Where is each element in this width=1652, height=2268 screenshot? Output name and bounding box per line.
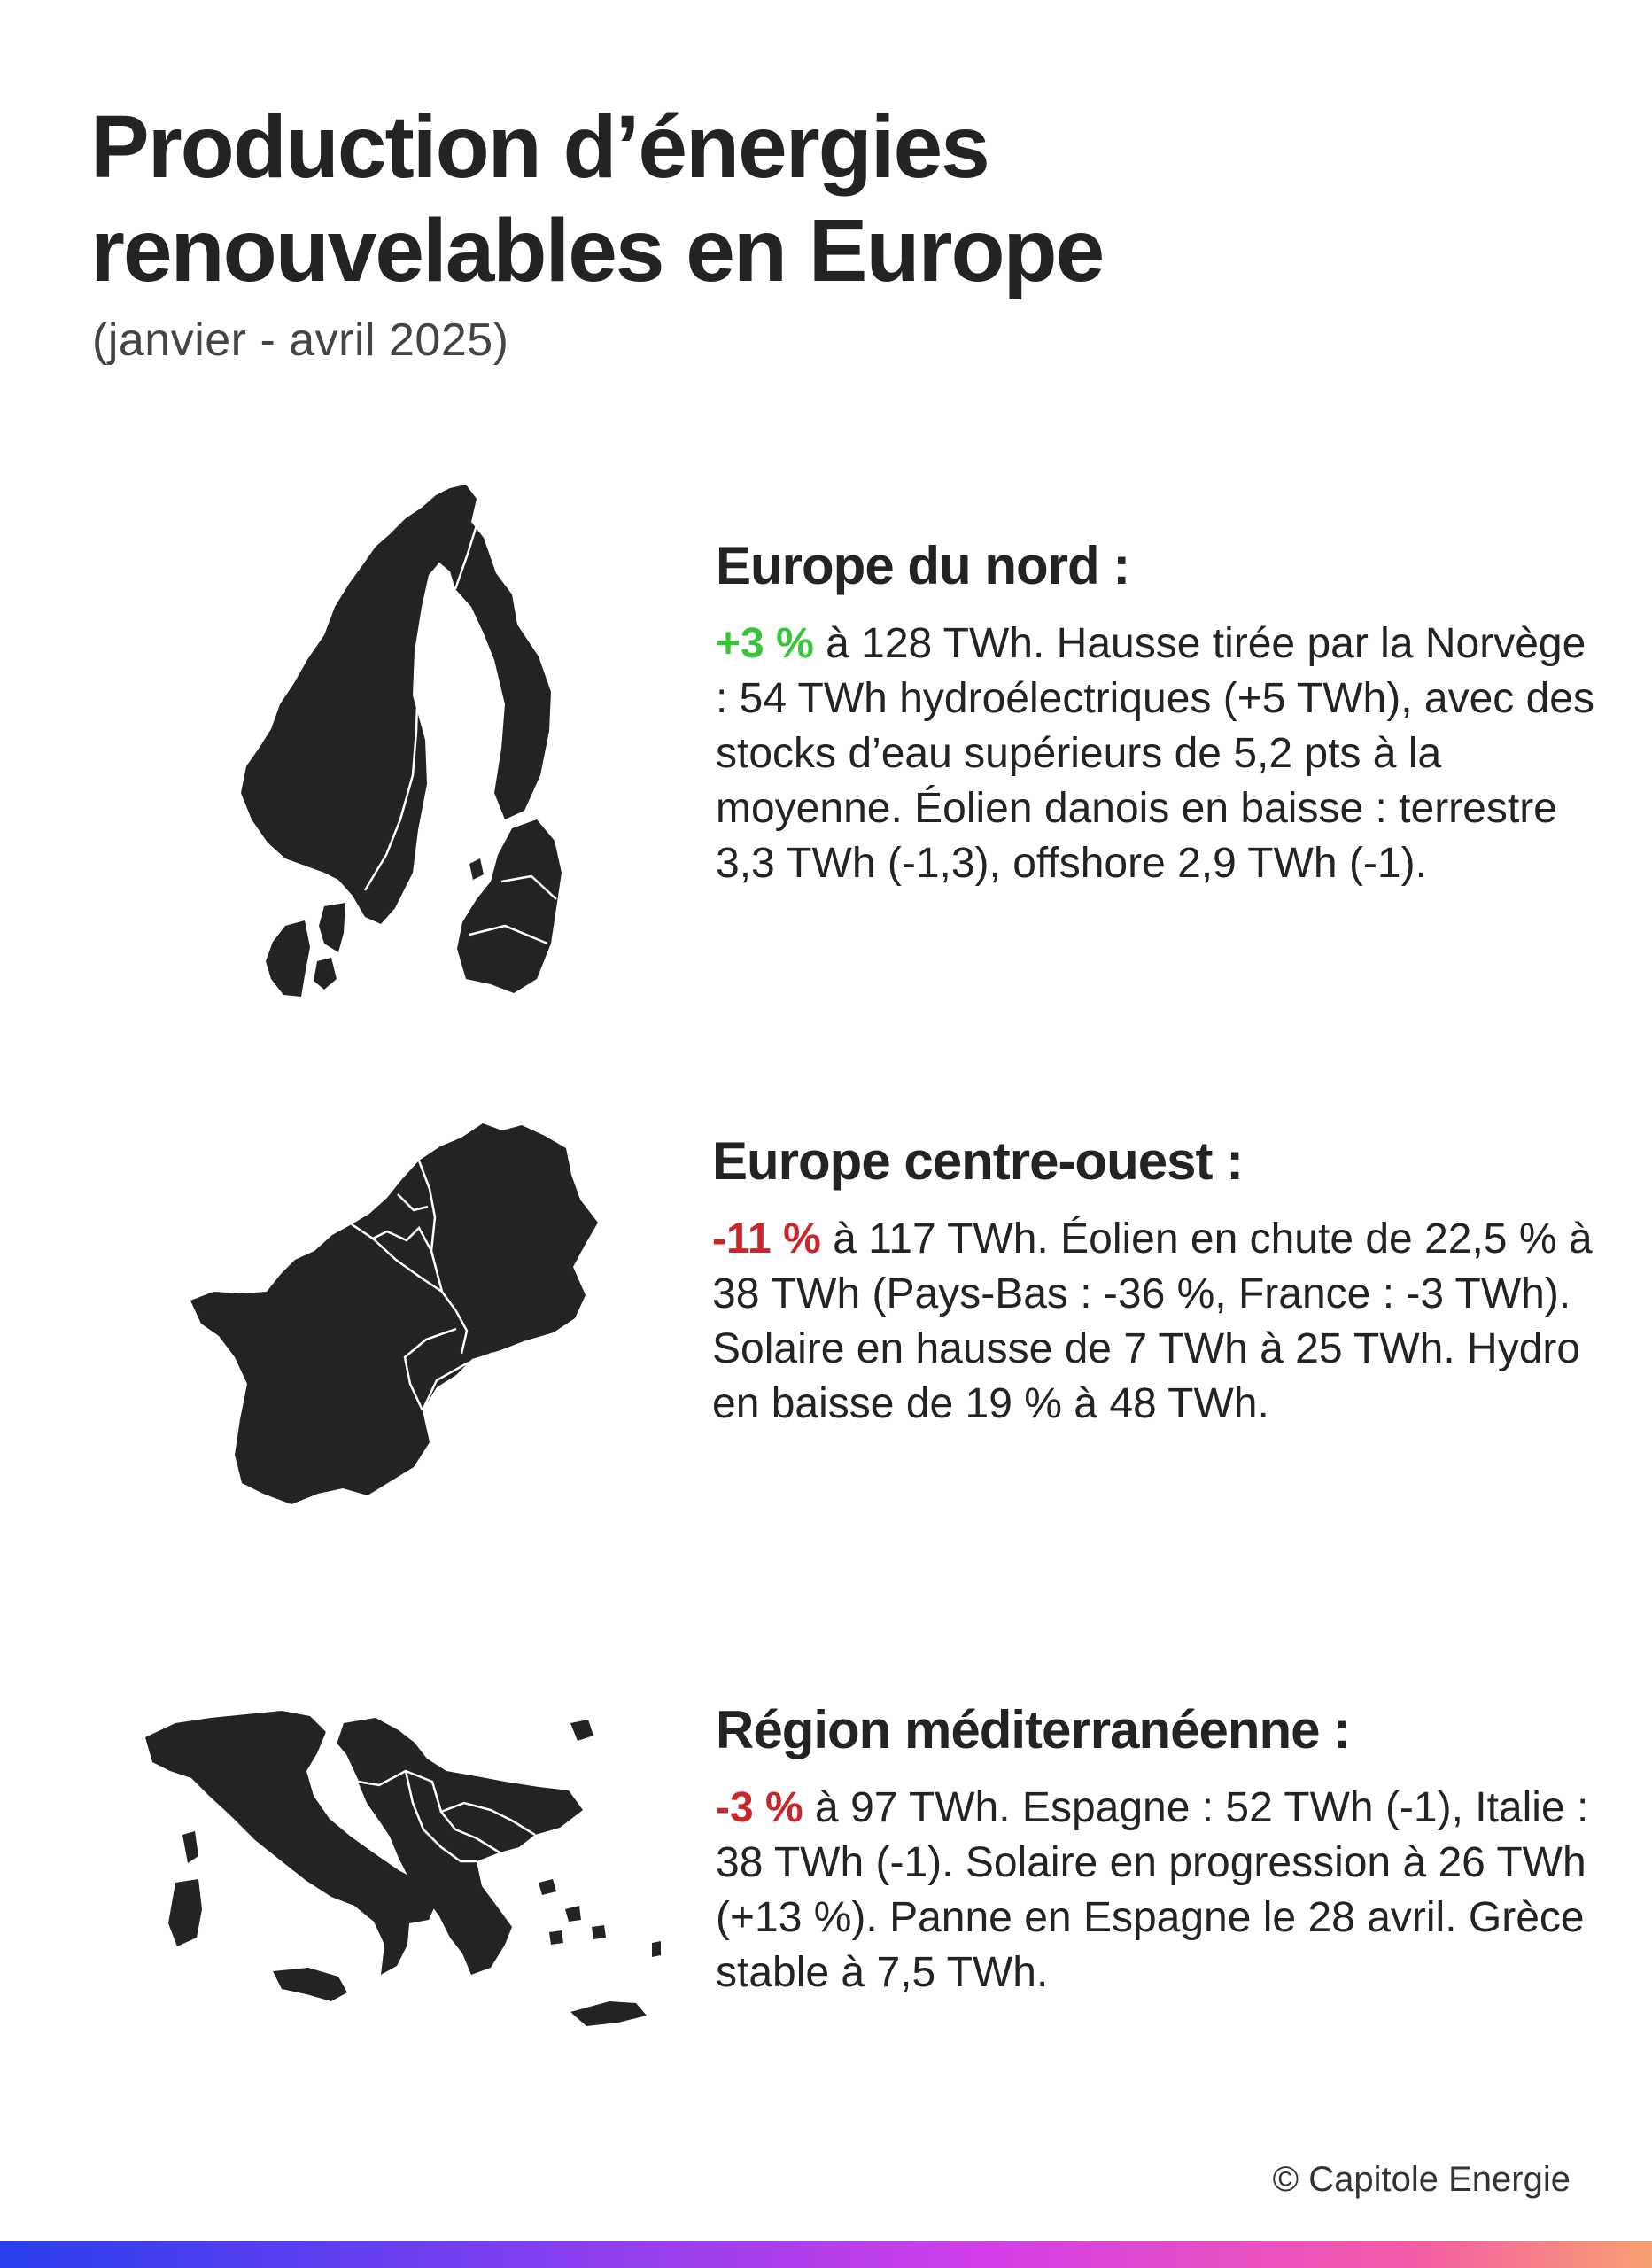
region-title: Europe centre-ouest : [712, 1131, 1244, 1191]
page-title [90, 96, 1419, 303]
gradient-bar [0, 2241, 1652, 2268]
region-title: Europe du nord : [716, 536, 1130, 595]
region-text: à 117 TWh. Éolien en chute de 22,5 % à 38 TWh (Pays-Bas : -36 %, France : -3 TWh). Solaire en hausse de 7 TWh à 25 TWh. Hydro en baisse de 19 % à 48 TWh. [712, 1216, 1593, 1427]
change-badge: -11 % [712, 1216, 821, 1262]
footer-credit: © Capitole Energie [1272, 2160, 1571, 2199]
region-text: à 128 TWh. Hausse tirée par la Norvège : 54 TWh hydroélectriques (+5 TWh), avec des stocks d’eau supérieurs de 5,2 pts à la moyenne. Éolien danois en baisse : terrestre 3,3 TWh (-1,3), offshore 2,9 TWh (-1). [716, 620, 1594, 887]
page-subtitle: (janvier - avril 2025) [92, 315, 509, 366]
west-central-europe-map-icon [190, 1118, 607, 1508]
region-west-central-europe [712, 1130, 1598, 1432]
title-line-2: renouvelables en Europe [90, 201, 1104, 300]
region-mediterranean [716, 1699, 1602, 2000]
scandinavia-map-icon [239, 483, 567, 1006]
region-description [716, 617, 1602, 891]
region-northern-europe [716, 535, 1602, 891]
region-description [716, 1781, 1602, 2000]
region-description [712, 1212, 1598, 1432]
change-badge: -3 % [716, 1784, 803, 1831]
region-title: Région méditerranéenne : [716, 1700, 1351, 1759]
change-badge: +3 % [716, 620, 814, 667]
title-line-1: Production d’énergies [90, 97, 989, 197]
mediterranean-map-icon [140, 1705, 663, 2033]
region-text: à 97 TWh. Espagne : 52 TWh (-1), Italie : 38 TWh (-1). Solaire en progression à 26 TWh (+13 %). Panne en Espagne le 28 avril. Grèce stable à 7,5 TWh. [716, 1784, 1589, 1996]
